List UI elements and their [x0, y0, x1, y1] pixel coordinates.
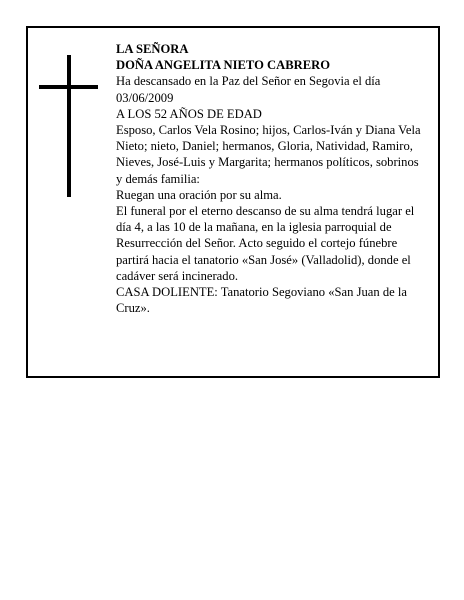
funeral-details: El funeral por el eterno descanso de su alma tendrá lugar el día 4, a las 10 de la mañana, en la iglesia parroquial de Resurrección del Señor. Acto seguido el cortejo fúnebre partirá hacia el tanatorio «San José» (Valladolid), donde el cadáver será incinerado. [116, 204, 415, 283]
notice-text [116, 41, 426, 316]
death-announcement: Ha descansado en la Paz del Señor en Segovia el día 03/06/2009 [116, 74, 381, 105]
mourning-house: CASA DOLIENTE: Tanatorio Segoviano «San Juan de la Cruz». [116, 285, 407, 316]
deceased-name: DOÑA ANGELITA NIETO CABRERO [116, 58, 331, 73]
cross-vertical-bar [67, 55, 71, 197]
notice-title: LA SEÑORA [116, 42, 189, 56]
cross-horizontal-bar [39, 85, 98, 89]
obituary-notice [26, 26, 440, 378]
prayer-request: Ruegan una oración por su alma. [116, 187, 282, 202]
family-members: Esposo, Carlos Vela Rosino; hijos, Carlos-Iván y Diana Vela Nieto; nieto, Daniel; hermanos, Gloria, Natividad, Ramiro, Nieves, José-Luis y Margarita; hermanos políticos, sobrinos y demás familia: [116, 123, 421, 186]
age-at-death: A LOS 52 AÑOS DE EDAD [116, 106, 262, 121]
